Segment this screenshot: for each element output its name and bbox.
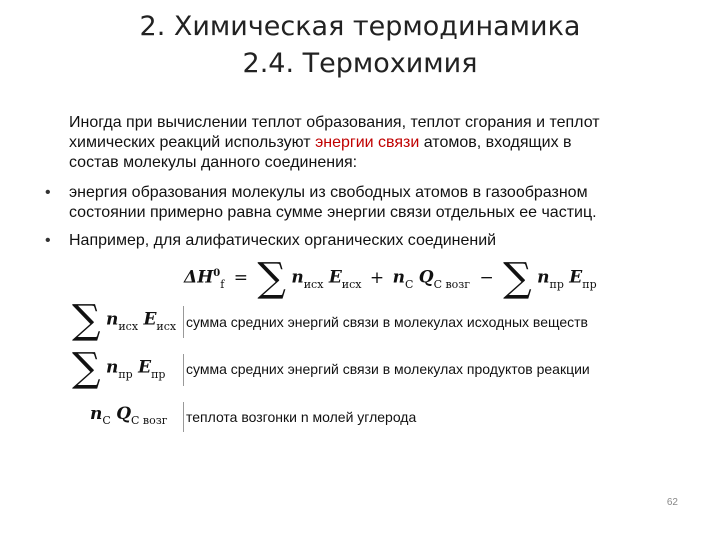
- formula-n-carbon-sub: C: [404, 277, 414, 291]
- legend-1-e-sub: исх: [156, 319, 177, 333]
- formula-n-reactant-sub: исх: [303, 277, 324, 291]
- legend-3-separator: [183, 402, 184, 432]
- bullet-marker-2: •: [45, 232, 51, 249]
- intro-line-1: Иногда при вычислении теплот образования, теплот сгорания и теплот: [69, 114, 600, 131]
- bullet-2-line-1: Например, для алифатических органических соединений: [69, 232, 497, 249]
- main-formula: [184, 255, 597, 301]
- highlight-bond-energy: энергии связи: [315, 134, 420, 151]
- bullet-1-line-2: состоянии примерно равна сумме энергии связи отдельных ее частиц.: [69, 204, 597, 221]
- legend-2-n-sub: пр: [118, 367, 133, 381]
- legend-1-n: n: [105, 309, 119, 330]
- formula-minus: −: [479, 267, 494, 288]
- bullet-1-line-1: энергия образования молекулы из свободных атомов в газообразном: [69, 184, 588, 201]
- legend-1-e: E: [143, 309, 157, 330]
- intro-line-2-end: атомов, входящих в: [419, 134, 572, 151]
- legend-term-sublimation: [90, 404, 168, 427]
- legend-2-description: сумма средних энергий связи в молекулах продуктов реакции: [186, 361, 590, 377]
- legend-1-description: сумма средних энергий связи в молекулах исходных веществ: [186, 314, 588, 330]
- legend-1-separator: [183, 306, 184, 338]
- legend-2-sum: ∑: [72, 345, 101, 391]
- slide-title: [60, 8, 660, 82]
- intro-line-3: состав молекулы данного соединения:: [69, 154, 358, 171]
- bullet-marker-1: •: [45, 184, 51, 201]
- intro-line-2-start: химических реакций используют: [69, 134, 316, 151]
- formula-n-carbon: n: [392, 267, 405, 288]
- bullet-2-text: [69, 231, 689, 251]
- legend-3-q: Q: [116, 404, 132, 424]
- legend-2-e-sub: пр: [151, 367, 166, 381]
- formula-delta-h-sub: f: [220, 277, 225, 291]
- formula-e-product: E: [569, 267, 583, 288]
- formula-delta-h: ΔH: [184, 267, 214, 288]
- legend-3-n-sub: C: [102, 414, 111, 427]
- formula-sum-2: ∑: [503, 255, 532, 301]
- legend-2-e: E: [138, 357, 152, 378]
- formula-equals: =: [233, 267, 248, 288]
- title-line-1: 2. Химическая термодинамика: [139, 11, 581, 42]
- formula-n-reactant: n: [291, 267, 304, 288]
- formula-e-reactant-sub: исх: [341, 277, 362, 291]
- legend-term-reactants: [72, 297, 177, 343]
- formula-delta-h-sup: 0: [213, 267, 221, 279]
- bullet-1-text: [69, 183, 689, 223]
- formula-plus: +: [369, 267, 385, 288]
- legend-2-separator: [183, 354, 184, 386]
- formula-n-product-sub: пр: [549, 277, 564, 291]
- formula-q-carbon-sub: C возг: [433, 277, 471, 291]
- formula-e-reactant: E: [328, 267, 342, 288]
- formula-q-carbon: Q: [418, 267, 434, 288]
- intro-paragraph: [69, 113, 689, 173]
- legend-term-products: [72, 345, 166, 391]
- legend-3-description: теплота возгонки n молей углерода: [186, 409, 417, 425]
- formula-sum-1: ∑: [257, 255, 286, 301]
- formula-n-product: n: [537, 267, 550, 288]
- intro-line-2: [69, 133, 689, 153]
- legend-3-q-sub: C возг: [131, 414, 168, 427]
- formula-e-product-sub: пр: [582, 277, 597, 291]
- page-number: 62: [666, 497, 678, 508]
- legend-3-n: n: [90, 404, 103, 424]
- legend-1-sum: ∑: [72, 297, 101, 343]
- legend-2-n: n: [105, 357, 119, 378]
- title-line-2: 2.4. Термохимия: [242, 48, 478, 79]
- legend-1-n-sub: исх: [118, 319, 139, 333]
